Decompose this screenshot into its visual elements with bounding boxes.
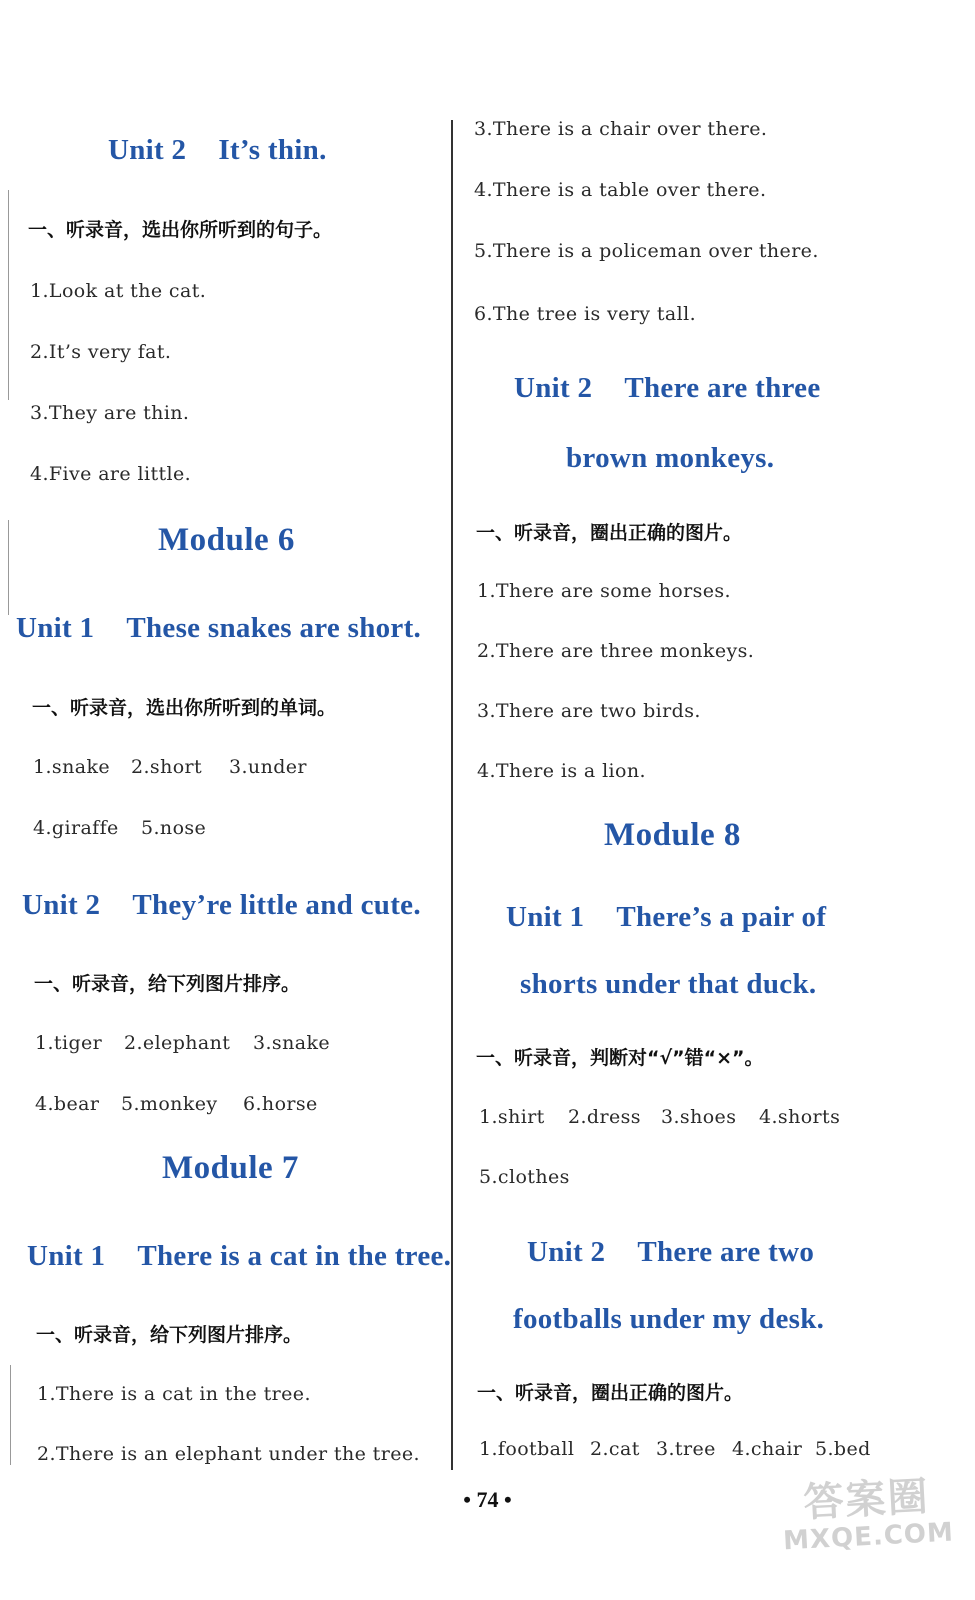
word-item: 5.bed bbox=[815, 1438, 871, 1460]
unit-heading-continued: shorts under that duck. bbox=[520, 968, 817, 1000]
listening-line: 4.There is a lion. bbox=[477, 760, 646, 782]
word-item: 2.cat bbox=[590, 1438, 640, 1460]
module-heading: Module 7 bbox=[162, 1150, 299, 1186]
word-item: 2.dress bbox=[568, 1106, 641, 1128]
watermark-logo bbox=[780, 1474, 954, 1557]
word-item: 4.chair bbox=[732, 1438, 803, 1460]
word-item: 1.snake bbox=[33, 756, 111, 778]
instruction: 一、听录音，给下列图片排序。 bbox=[34, 973, 301, 995]
unit-heading-continued: footballs under my desk. bbox=[513, 1303, 825, 1335]
instruction: 一、听录音，给下列图片排序。 bbox=[36, 1324, 303, 1346]
module-heading: Module 6 bbox=[158, 522, 295, 558]
listening-line: 5.There is a policeman over there. bbox=[474, 240, 819, 262]
word-item: 5.clothes bbox=[479, 1166, 570, 1188]
listening-line: 4.There is a table over there. bbox=[474, 179, 767, 201]
column-divider bbox=[451, 120, 453, 1470]
unit-heading: Unit 1 There’s a pair of bbox=[506, 901, 827, 933]
word-item: 4.shorts bbox=[759, 1106, 841, 1128]
word-item: 3.shoes bbox=[661, 1106, 737, 1128]
unit-heading: Unit 1 These snakes are short. bbox=[16, 612, 422, 644]
listening-line: 6.The tree is very tall. bbox=[474, 303, 697, 325]
word-item: 3.under bbox=[229, 756, 307, 778]
word-item: 6.horse bbox=[243, 1093, 318, 1115]
unit-heading-continued: brown monkeys. bbox=[566, 442, 775, 474]
watermark-text-en: MXQE.COM bbox=[782, 1517, 955, 1557]
listening-line: 2.There is an elephant under the tree. bbox=[37, 1443, 420, 1465]
word-item: 3.snake bbox=[253, 1032, 331, 1054]
scan-edge-mark bbox=[8, 520, 9, 615]
word-item: 1.tiger bbox=[35, 1032, 103, 1054]
word-item: 3.tree bbox=[656, 1438, 716, 1460]
instruction: 一、听录音，圈出正确的图片。 bbox=[476, 522, 743, 544]
listening-line: 4.Five are little. bbox=[30, 463, 192, 485]
listening-line: 2.It’s very fat. bbox=[30, 341, 172, 363]
word-item: 2.short bbox=[131, 756, 203, 778]
word-item: 4.giraffe bbox=[33, 817, 119, 839]
instruction: 一、听录音，判断对“√”错“×”。 bbox=[476, 1047, 764, 1069]
watermark-text-cn: 答案圈 bbox=[802, 1473, 931, 1527]
instruction: 一、听录音，圈出正确的图片。 bbox=[477, 1382, 744, 1404]
scan-edge-mark bbox=[8, 190, 9, 400]
word-item: 5.nose bbox=[141, 817, 207, 839]
module-heading: Module 8 bbox=[604, 817, 741, 853]
listening-line: 1.There is a cat in the tree. bbox=[37, 1383, 311, 1405]
unit-heading: Unit 2 They’re little and cute. bbox=[22, 889, 421, 921]
listening-line: 2.There are three monkeys. bbox=[477, 640, 755, 662]
unit-heading: Unit 2 It’s thin. bbox=[108, 134, 327, 166]
listening-line: 3.There is a chair over there. bbox=[474, 118, 768, 140]
word-item: 1.shirt bbox=[479, 1106, 545, 1128]
word-item: 1.football bbox=[479, 1438, 575, 1460]
instruction: 一、听录音，选出你所听到的句子。 bbox=[28, 219, 333, 241]
word-item: 5.monkey bbox=[121, 1093, 218, 1115]
unit-heading: Unit 2 There are three bbox=[514, 372, 821, 404]
listening-line: 3.They are thin. bbox=[30, 402, 190, 424]
unit-heading: Unit 1 There is a cat in the tree. bbox=[27, 1240, 452, 1272]
word-item: 2.elephant bbox=[124, 1032, 231, 1054]
page-number: • 74 • bbox=[463, 1487, 512, 1512]
instruction: 一、听录音，选出你所听到的单词。 bbox=[32, 697, 337, 719]
listening-line: 1.Look at the cat. bbox=[30, 280, 207, 302]
word-item: 4.bear bbox=[35, 1093, 100, 1115]
unit-heading: Unit 2 There are two bbox=[527, 1236, 815, 1268]
listening-line: 3.There are two birds. bbox=[477, 700, 701, 722]
listening-line: 1.There are some horses. bbox=[477, 580, 731, 602]
scan-edge-mark bbox=[10, 1365, 11, 1465]
